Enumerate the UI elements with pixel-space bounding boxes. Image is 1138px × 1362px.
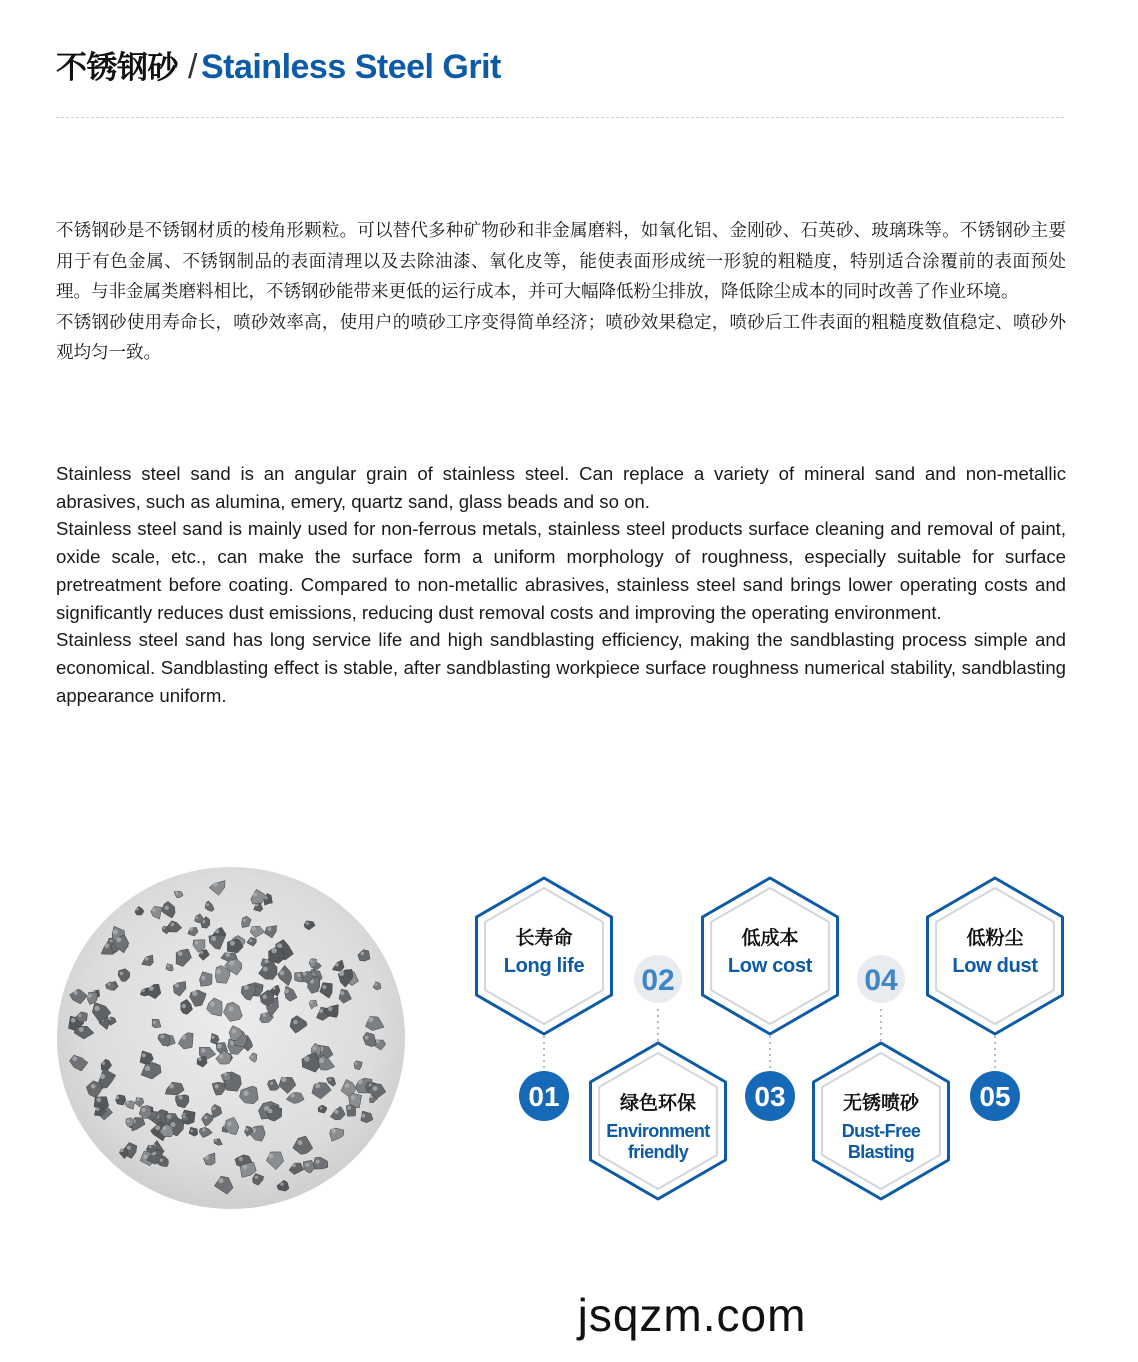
feature-number: 05: [979, 1081, 1011, 1112]
feature-title-english: Blasting: [847, 1142, 915, 1162]
title-chinese: 不锈钢砂: [56, 50, 178, 86]
header-divider: [56, 117, 1064, 118]
feature-title-chinese: 低成本: [741, 927, 799, 949]
feature-title-chinese: 低粉尘: [966, 927, 1024, 949]
features-diagram: [470, 876, 1070, 1206]
product-photo: [56, 866, 406, 1210]
footer-site-text: jsqzm.com: [577, 1289, 807, 1341]
description-chinese-paragraph: 不锈钢砂是不锈钢材质的棱角形颗粒。可以替代多种矿物砂和非金属磨料，如氧化铝、金刚砂、石英砂、玻璃珠等。不锈钢砂主要用于有色金属、不锈钢制品的表面清理以及去除油漆、氧化皮等，能使表面形成统一形貌的粗糙度，特别适合涂覆前的表面预处理。与非金属类磨料相比，不锈钢砂能带来更低的运行成本，并可大幅降低粉尘排放，降低除尘成本的同时改善了作业环境。: [56, 221, 1066, 302]
feature-title-chinese: 绿色环保: [619, 1092, 697, 1114]
feature-number: 01: [528, 1081, 560, 1112]
feature-number: 02: [641, 964, 675, 997]
feature-title-english: friendly: [627, 1142, 689, 1162]
description-english: [56, 460, 1066, 709]
feature-title-english: Dust-Free: [841, 1121, 921, 1141]
footer-site: [0, 1288, 1138, 1342]
feature-title-chinese: 无锈喷砂: [842, 1092, 920, 1114]
page-title: [56, 42, 501, 87]
feature-title-english: Low dust: [952, 955, 1038, 977]
feature-number: 03: [754, 1081, 786, 1112]
feature-title-chinese: 长寿命: [515, 927, 573, 949]
feature-title-english: Low cost: [727, 955, 813, 977]
title-english: Stainless Steel Grit: [200, 48, 501, 86]
description-chinese-paragraph: 不锈钢砂使用寿命长，喷砂效率高，使用户的喷砂工序变得简单经济；喷砂效果稳定，喷砂后工件表面的粗糙度数值稳定、喷砂外观均匀一致。: [56, 312, 1066, 363]
feature-title-english: Environment: [606, 1121, 710, 1141]
feature-title-english: Long life: [503, 955, 585, 977]
title-separator: /: [188, 48, 197, 86]
description-english-paragraph: Stainless steel sand has long service life and high sandblasting efficiency, making the sandblasting process simple and economical. Sandblasting effect is stable, after sandblasting workpiece surface roughness numerical stability, sandblasting appearance uniform.: [56, 629, 1066, 706]
description-english-paragraph: Stainless steel sand is mainly used for non-ferrous metals, stainless steel products surface cleaning and removal of paint, oxide scale, etc., can make the surface form a uniform morphology of roughness, especially suitable for surface pretreatment before coating. Compared to non-metallic abrasives, stainless steel sand brings lower operating costs and significantly reduces dust emissions, reducing dust removal costs and improving the operating environment.: [56, 518, 1066, 623]
description-english-paragraph: Stainless steel sand is an angular grain of stainless steel. Can replace a variety of mineral sand and non-metallic abrasives, such as alumina, emery, quartz sand, glass beads and so on.: [56, 463, 1066, 512]
description-chinese: [56, 216, 1066, 369]
feature-number: 04: [864, 964, 898, 997]
